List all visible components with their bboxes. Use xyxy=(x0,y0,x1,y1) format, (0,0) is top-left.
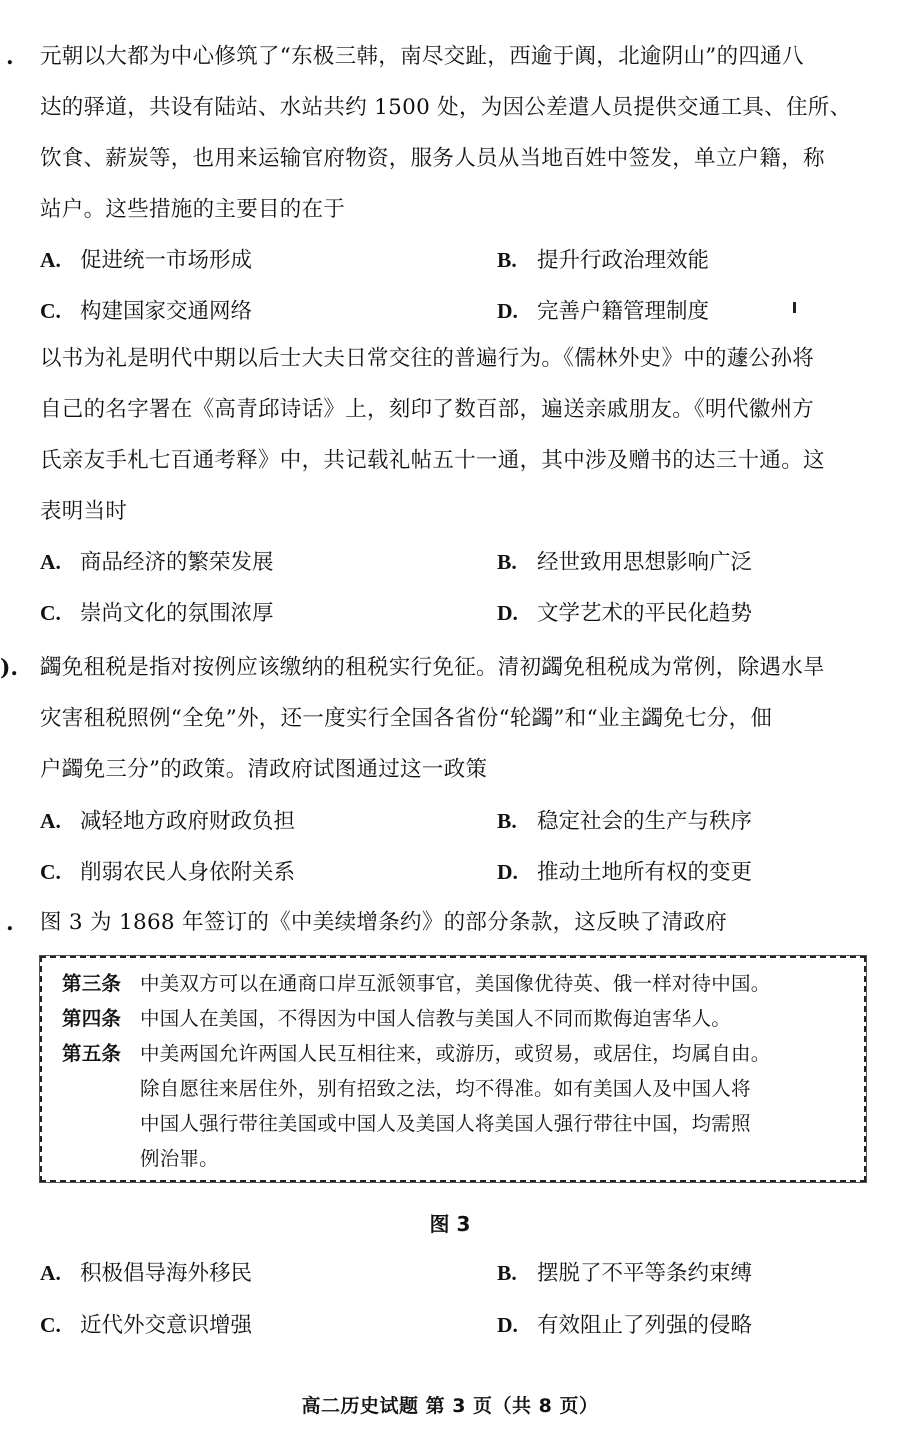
clause-text-continued: 中国人强行带往美国或中国人及美国人将美国人强行带往中国，均需照 xyxy=(140,1112,751,1135)
treaty-clause-4 xyxy=(62,1003,862,1034)
treaty-excerpt-box xyxy=(40,956,866,1182)
option-text: 稳定社会的生产与秩序 xyxy=(537,809,753,834)
option-letter: D. xyxy=(497,299,518,323)
option-text: 崇尚文化的氛围浓厚 xyxy=(80,601,274,626)
page-footer: 高二历史试题 第 3 页（共 8 页） xyxy=(301,1395,599,1417)
option-d xyxy=(497,857,752,888)
option-c xyxy=(40,296,252,327)
option-b xyxy=(497,245,709,276)
option-c xyxy=(40,598,274,629)
scan-mark xyxy=(793,302,796,313)
option-text: 推动土地所有权的变更 xyxy=(537,860,753,885)
option-letter: A. xyxy=(40,809,61,833)
clause-label: 第四条 xyxy=(62,1007,122,1030)
option-text: 促进统一市场形成 xyxy=(80,248,253,273)
option-text: 近代外交意识增强 xyxy=(80,1313,253,1338)
question-stem-line: 站户。这些措施的主要目的在于 xyxy=(40,197,346,222)
option-letter: C. xyxy=(40,601,61,625)
figure-caption: 图 3 xyxy=(429,1212,471,1236)
option-b xyxy=(497,547,752,578)
option-letter: D. xyxy=(497,860,518,884)
option-c xyxy=(40,857,295,888)
option-a xyxy=(40,245,252,276)
question-stem-line: 户蠲免三分”的政策。清政府试图通过这一政策 xyxy=(40,757,488,782)
option-text: 积极倡导海外移民 xyxy=(80,1261,253,1286)
option-text: 完善户籍管理制度 xyxy=(537,299,710,324)
option-c xyxy=(40,1310,252,1341)
clause-text: 中美双方可以在通商口岸互派领事官，美国像优待英、俄一样对待中国。 xyxy=(140,972,771,995)
question-marker: ). xyxy=(0,655,19,681)
option-letter: A. xyxy=(40,248,61,272)
question-marker: . xyxy=(6,910,14,936)
treaty-clause-3 xyxy=(62,968,862,999)
option-text: 商品经济的繁荣发展 xyxy=(80,550,274,575)
option-letter: C. xyxy=(40,299,61,323)
question-stem-line: 表明当时 xyxy=(40,499,128,524)
option-text: 文学艺术的平民化趋势 xyxy=(537,601,753,626)
option-d xyxy=(497,1310,752,1341)
option-text: 削弱农民人身依附关系 xyxy=(80,860,296,885)
option-text: 经世致用思想影响广泛 xyxy=(537,550,753,575)
question-stem-line: 图 3 为 1868 年签订的《中美续增条约》的部分条款，这反映了清政府 xyxy=(40,910,728,935)
option-letter: C. xyxy=(40,860,61,884)
option-a xyxy=(40,1258,252,1289)
option-letter: B. xyxy=(497,550,517,574)
option-text: 摆脱了不平等条约束缚 xyxy=(537,1261,753,1286)
option-text: 减轻地方政府财政负担 xyxy=(80,809,296,834)
option-a xyxy=(40,547,274,578)
option-letter: B. xyxy=(497,809,517,833)
question-stem-line: 饮食、薪炭等，也用来运输官府物资，服务人员从当地百姓中签发，单立户籍，称 xyxy=(40,146,825,171)
question-stem-line: 达的驿道，共设有陆站、水站共约 1500 处，为因公差遣人员提供交通工具、住所、 xyxy=(40,95,852,120)
question-stem-line: 元朝以大都为中心修筑了“东极三韩，南尽交趾，西逾于阗，北逾阴山”的四通八 xyxy=(40,44,804,69)
option-d xyxy=(497,296,709,327)
treaty-clause-5 xyxy=(62,1038,862,1069)
option-a xyxy=(40,806,295,837)
clause-text: 中国人在美国，不得因为中国人信教与美国人不同而欺侮迫害华人。 xyxy=(140,1007,732,1030)
question-stem-line: 蠲免租税是指对按例应该缴纳的租税实行免征。清初蠲免租税成为常例，除遇水旱 xyxy=(40,655,825,680)
option-d xyxy=(497,598,752,629)
option-letter: B. xyxy=(497,1261,517,1285)
option-letter: C. xyxy=(40,1313,61,1337)
question-stem-line: 自己的名字署在《高青邱诗话》上，刻印了数百部，遍送亲戚朋友。《明代徽州方 xyxy=(40,397,815,422)
option-letter: D. xyxy=(497,601,518,625)
clause-label: 第五条 xyxy=(62,1042,122,1065)
clause-text-continued: 除自愿往来居住外，别有招致之法，均不得准。如有美国人及中国人将 xyxy=(140,1077,751,1100)
question-stem-line: 灾害租税照例“全免”外，还一度实行全国各省份“轮蠲”和“业主蠲免七分，佃 xyxy=(40,706,773,731)
option-letter: A. xyxy=(40,1261,61,1285)
option-text: 有效阻止了列强的侵略 xyxy=(537,1313,753,1338)
option-letter: B. xyxy=(497,248,517,272)
clause-label: 第三条 xyxy=(62,972,122,995)
clause-text-continued: 例治罪。 xyxy=(140,1147,219,1170)
clause-text: 中美两国允许两国人民互相往来，或游历，或贸易，或居住，均属自由。 xyxy=(140,1042,771,1065)
option-b xyxy=(497,1258,752,1289)
question-stem-line: 氏亲友手札七百通考释》中，共记载礼帖五十一通，其中涉及赠书的达三十通。这 xyxy=(40,448,825,473)
option-letter: D. xyxy=(497,1313,518,1337)
option-letter: A. xyxy=(40,550,61,574)
option-b xyxy=(497,806,752,837)
option-text: 构建国家交通网络 xyxy=(80,299,253,324)
option-text: 提升行政治理效能 xyxy=(537,248,710,273)
question-marker: . xyxy=(6,44,14,70)
question-stem-line: 以书为礼是明代中期以后士大夫日常交往的普遍行为。《儒林外史》中的蘧公孙将 xyxy=(40,346,815,371)
